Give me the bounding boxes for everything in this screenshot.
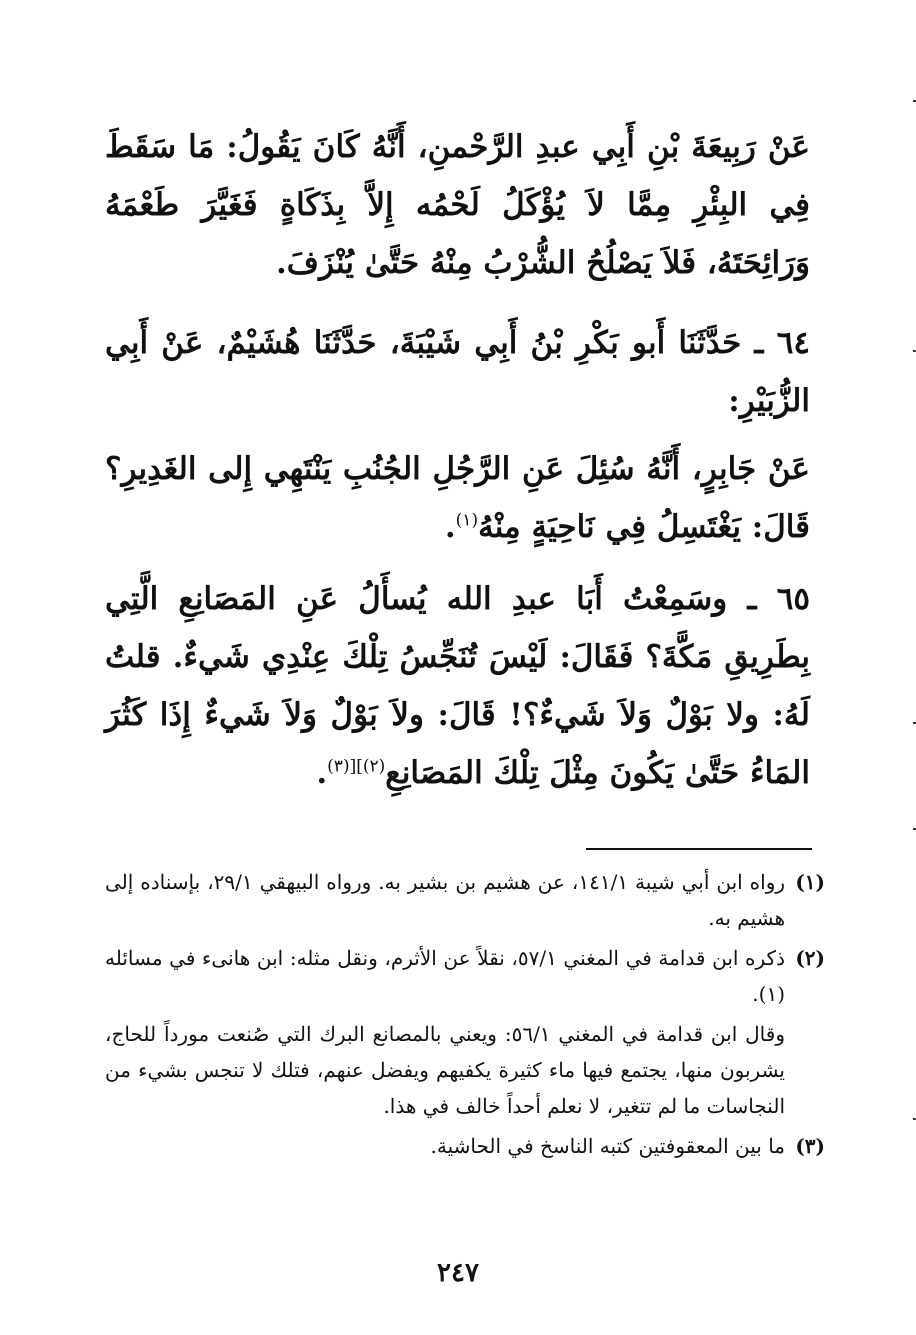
footnote-number: (٣) <box>795 1134 825 1158</box>
footnote-separator <box>586 848 812 850</box>
paragraph-rabia-narration <box>105 118 810 292</box>
footnote-2-continuation: وقال ابن قدامة في المغني ٥٦/١: ويعني بالمصانع البرك التي صُنعت مورداً للحاج، يشربون منها، يجتمع فيها ماء كثيرة يكفيهم ويفضل عنهم، فتلك لا تنجس بشيء من النجاسات ما لم تتغير، لا نعلم أحداً خالف في هذا. <box>105 1022 785 1118</box>
hadith-64-isnad <box>105 314 810 430</box>
footnote-ref-2-3: (٢)][(٣) <box>327 756 386 777</box>
footnote-3 <box>105 1128 825 1164</box>
footnote-text: ما بين المعقوفتين كتبه الناسخ في الحاشية. <box>430 1134 785 1158</box>
paragraph-end: . <box>444 509 456 545</box>
footnote-ref-1: (١) <box>455 510 479 531</box>
paragraph-text: عَنْ رَبِيعَةَ بْنِ أَبِي عبدِ الرَّحْمنِ، أَنَّهُ كَانَ يَقُولُ: مَا سَقَطَ فِي البِئْرِ مِمَّا لاَ يُؤْكَلُ لَحْمُه إِلاَّ بِذَكَاةٍ فَغَيَّرَ طَعْمَهُ وَرَائِحَتَهُ، فَلاَ يَصْلُحُ الشُّرْبُ مِنْهُ حَتَّىٰ يُنْزَفَ. <box>105 129 810 281</box>
footnote-text: رواه ابن أبي شيبة ١٤١/١، عن هشيم بن بشير به. ورواه البيهقي ٢٩/١، بإسناده إلى هشيم به. <box>105 870 786 930</box>
paragraph-text <box>105 440 810 556</box>
paragraph-end: . <box>316 755 328 791</box>
footnote-number: (١) <box>795 870 825 894</box>
footnote-text: ذكره ابن قدامة في المغني ٥٧/١، نقلاً عن الأثرم، ونقل مثله: ابن هانىء في مسائله (١). <box>105 946 785 1006</box>
paragraph-text <box>105 570 810 802</box>
paragraph-text: ٦٤ ـ حَدَّثَنَا أَبو بَكْرِ بْنُ أَبِي شَيْبَةَ، حَدَّثَنَا هُشَيْمٌ، عَنْ أَبِي الزُّبَيْرِ: <box>105 325 810 419</box>
footnote-2 <box>105 940 825 1012</box>
paragraph-body: عَنْ جَابِرٍ، أَنَّهُ سُئِلَ عَنِ الرَّجُلِ الجُنُبِ يَنْتَهِي إِلى الغَدِيرِ؟ قَالَ: يَغْتَسِلُ فِي نَاحِيَةٍ مِنْهُ <box>105 451 810 545</box>
footnotes <box>105 864 825 1168</box>
page-number: ٢٤٧ <box>437 1258 479 1288</box>
paragraph-body: ٦٥ ـ وسَمِعْتُ أَبَا عبدِ الله يُسأَلُ عَنِ المَصَانِعِ الَّتِي بِطَرِيقِ مَكَّةَ؟ فَقَالَ: لَيْسَ تُنَجِّسُ تِلْكَ عِنْدِي شَيءٌ. قلتُ لَهُ: ولا بَوْلٌ وَلاَ شَيءٌ؟! قَالَ: ولاَ بَوْلٌ وَلاَ شَيءٌ إِذَا كَثُرَ المَاءُ حَتَّىٰ يَكُونَ مِثْلَ تِلْكَ المَصَانِعِ <box>105 581 810 791</box>
hadith-65-text <box>105 570 810 802</box>
footnote-number: (٢) <box>795 946 825 970</box>
footnote-1 <box>105 864 825 936</box>
paragraph-jabir-narration <box>105 440 810 556</box>
